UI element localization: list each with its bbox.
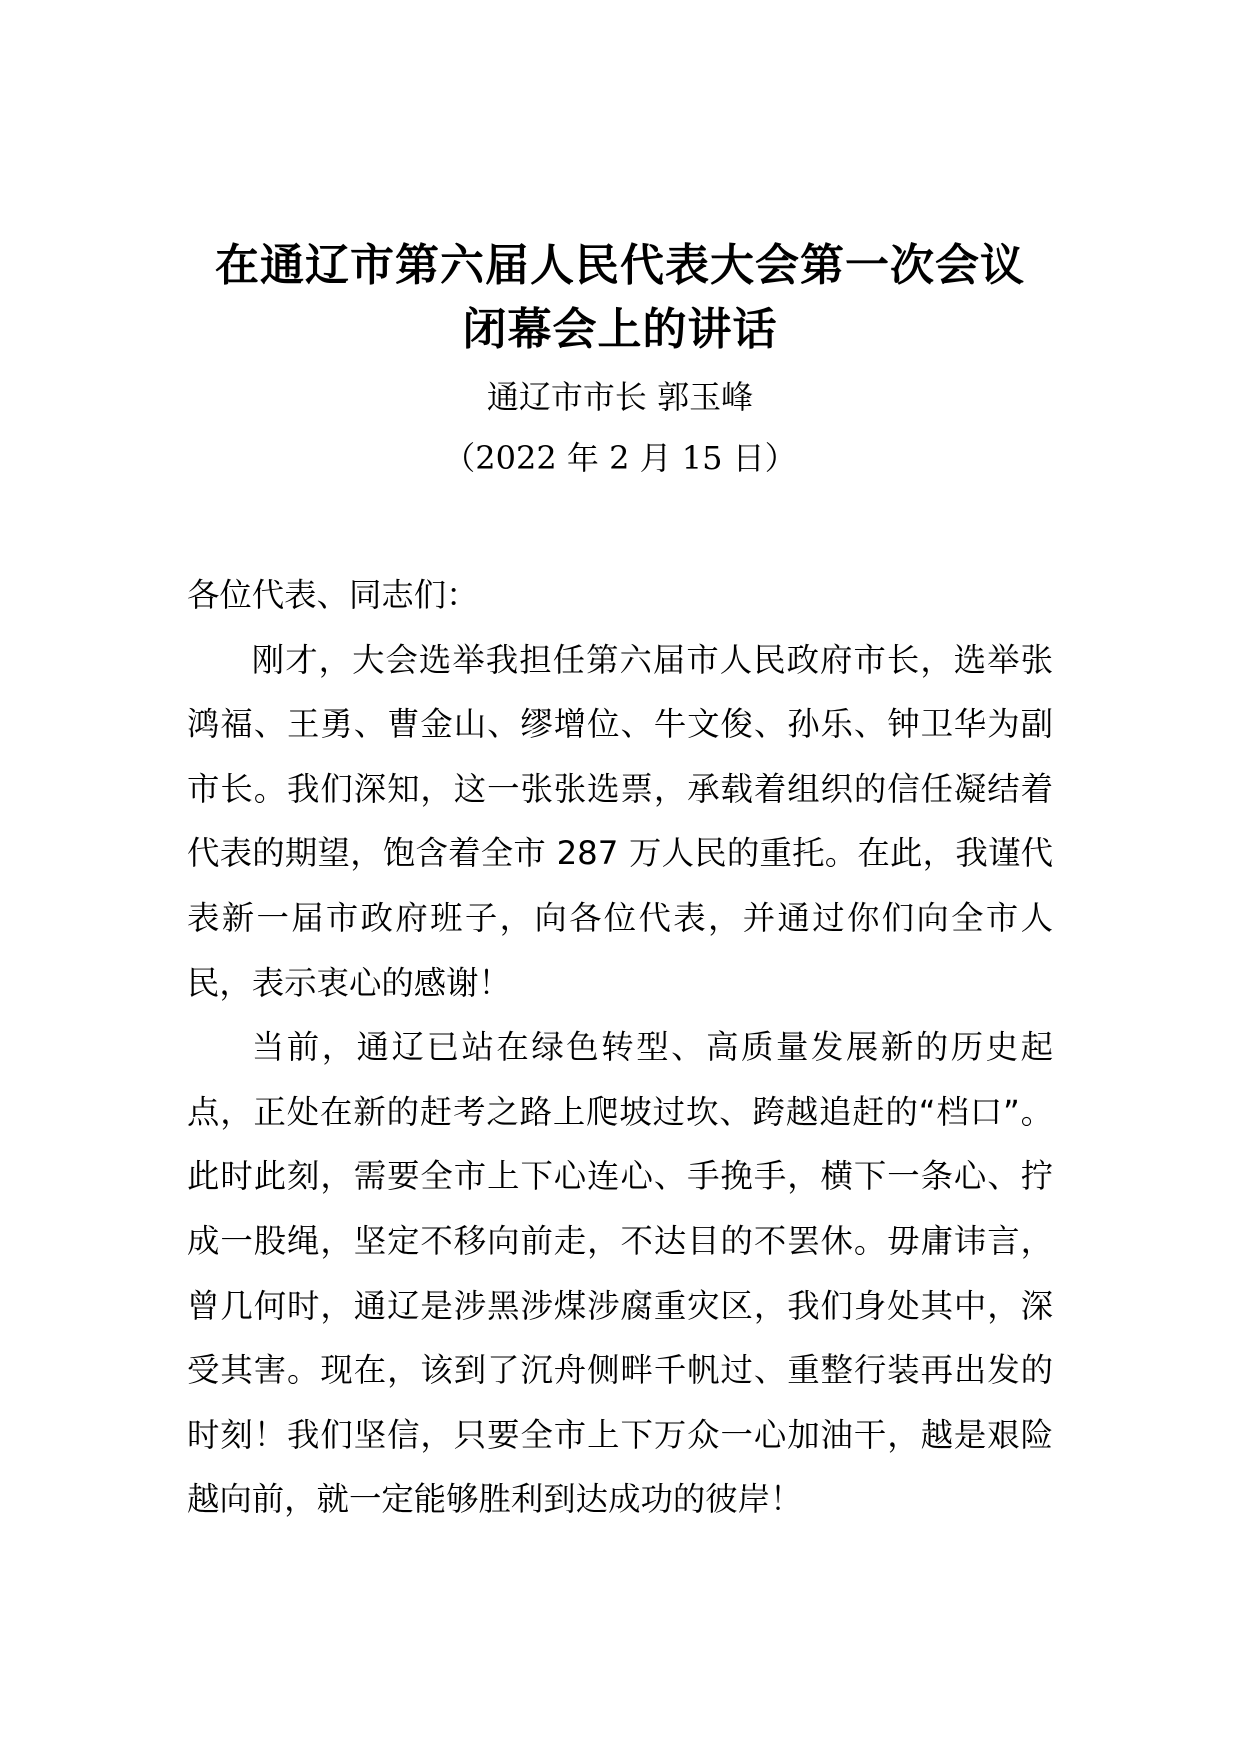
document-title-line-2: 闭幕会上的讲话	[462, 304, 778, 355]
body-paragraph-1: 刚才，大会选举我担任第六届市人民政府市长，选举张鸿福、王勇、曹金山、缪增位、牛文俊、孙乐、钟卫华为副市长。我们深知，这一张张选票，承载着组织的信任凝结着代表的期望，饱含着全市 287 万人民的重托。在此，我谨代表新一届市政府班子，向各位代表，并通过你们向全市人民，表示衷心的感谢！	[187, 640, 1053, 1002]
document-date: （2022 年 2 月 15 日）	[443, 439, 797, 477]
salutation: 各位代表、同志们：	[187, 576, 479, 614]
document-body	[187, 563, 1053, 1532]
body-paragraph-2: 当前，通辽已站在绿色转型、高质量发展新的历史起点，正处在新的赶考之路上爬坡过坎、跨越追赶的“档口”。此时此刻，需要全市上下心连心、手挽手，横下一条心、拧成一股绳，坚定不移向前走，不达目的不罢休。毋庸讳言，曾几何时，通辽是涉黑涉煤涉腐重灾区，我们身处其中，深受其害。现在，该到了沉舟侧畔千帆过、重整行装再出发的时刻！我们坚信，只要全市上下万众一心加油干，越是艰险越向前，就一定能够胜利到达成功的彼岸！	[187, 1028, 1053, 1519]
document-author: 通辽市市长 郭玉峰	[486, 378, 754, 416]
document-title-line-1: 在通辽市第六届人民代表大会第一次会议	[215, 240, 1025, 291]
